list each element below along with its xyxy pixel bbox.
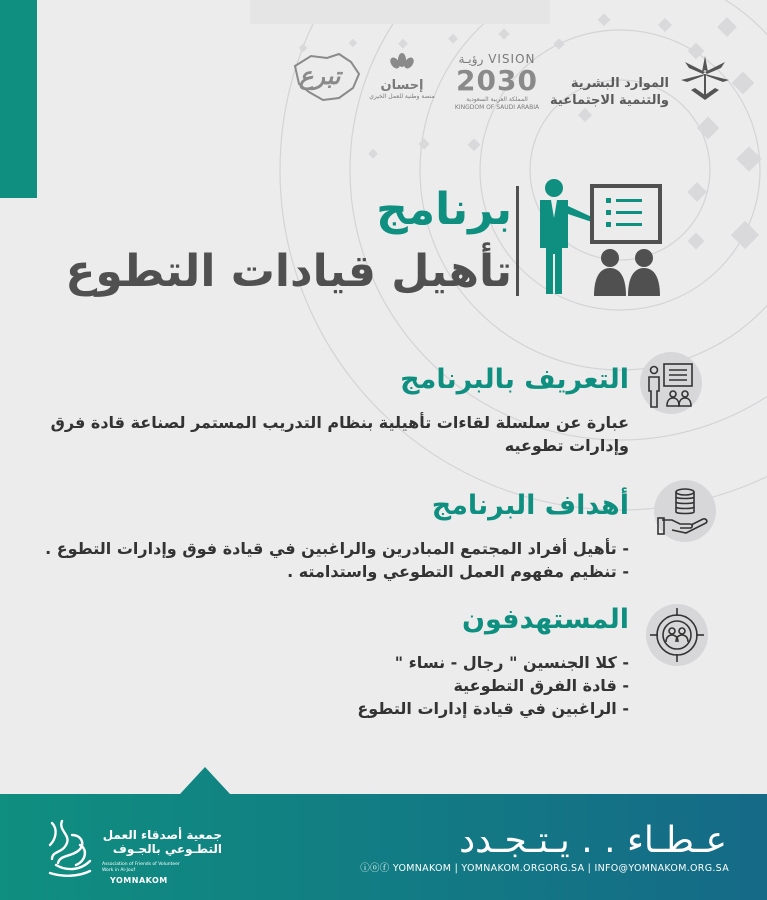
goals-title: أهداف البرنامج <box>431 490 629 521</box>
goal-item-1: - تأهيل أفراد المجتمع المبادرين والراغبين في قيادة فوق وإدارات التطوع . <box>45 539 629 558</box>
targets-icon-circle <box>646 604 708 666</box>
vision-en-text: KINGDOM OF SAUDI ARABIA <box>454 104 540 111</box>
vision-year: 2030 <box>456 64 538 97</box>
goals-list <box>45 537 629 583</box>
ehsan-name: إحسان <box>380 78 424 93</box>
hand-coins-icon <box>654 480 716 542</box>
vision-top-text: VISION رؤيـة <box>458 52 536 66</box>
tabara-text: تبرع <box>299 62 341 90</box>
definition-line-1: عبارة عن سلسلة لقاءات تأهيلية بنظام التدريب المستمر لصناعة قادة فرق <box>50 413 629 432</box>
targets-title: المستهدفون <box>461 604 629 635</box>
presentation-icon <box>640 352 702 414</box>
target-item-3: - الراغبين في قيادة إدارات التطوع <box>357 699 629 718</box>
title-line2: تأهيل قيادات التطوع <box>65 246 512 297</box>
target-people-icon <box>646 604 708 666</box>
vision-ar-text: المملكة العربية السعودية <box>466 96 528 103</box>
targets-list <box>357 651 629 720</box>
definition-icon-circle <box>640 352 702 414</box>
presenter-board-icon <box>532 178 667 300</box>
top-left-accent-bar <box>0 0 37 198</box>
org-name-line1: جمعية أصدقاء العمل <box>102 828 222 842</box>
definition-title: التعريف بالبرنامج <box>400 364 629 395</box>
target-item-1: - كلا الجنسين " رجال - نساء " <box>394 653 629 672</box>
title-line1: برنامج <box>376 184 512 235</box>
program-title <box>65 182 512 300</box>
tabara-logo <box>287 48 367 108</box>
title-divider <box>516 186 519 296</box>
goals-icon-circle <box>654 480 716 542</box>
definition-text <box>51 411 629 457</box>
org-name-line2: التطـوعي بالجـوف <box>112 842 222 856</box>
target-item-2: - قادة الفرق التطوعية <box>453 676 629 695</box>
hrsd-palm-logo-icon <box>675 50 735 110</box>
hrsd-line2: والتنمية الاجتماعية <box>550 93 669 108</box>
hrsd-logo-text <box>549 75 669 109</box>
org-brand: YOMNAKOM <box>110 876 168 885</box>
ehsan-flower-icon <box>387 52 417 72</box>
footer-slogan: عـطـاء . . يـتـجـدد <box>459 820 727 861</box>
goal-item-2: - تنظيم مفهوم العمل التطوعي واستدامته . <box>287 562 629 581</box>
vision-2030-logo <box>447 52 547 112</box>
org-name-ar <box>102 828 222 856</box>
definition-line-2: وإدارات تطوعيه <box>504 436 629 455</box>
yomnakom-logo-icon <box>42 815 102 880</box>
ehsan-sub: منصة وطنية للعمل الخيري <box>369 93 435 100</box>
ehsan-logo <box>367 52 437 100</box>
org-name-en: Association of Friends of Volunteer Work in Al-Jouf <box>102 862 180 873</box>
hrsd-line1: الموارد البشرية <box>570 76 669 91</box>
partner-logos <box>217 38 677 118</box>
footer-contact-links[interactable]: ⓘⓞⓕ YOMNAKOM | YOMNAKOM.ORGORG.SA | INFO@YOMNAKOM.ORG.SA <box>360 863 729 874</box>
